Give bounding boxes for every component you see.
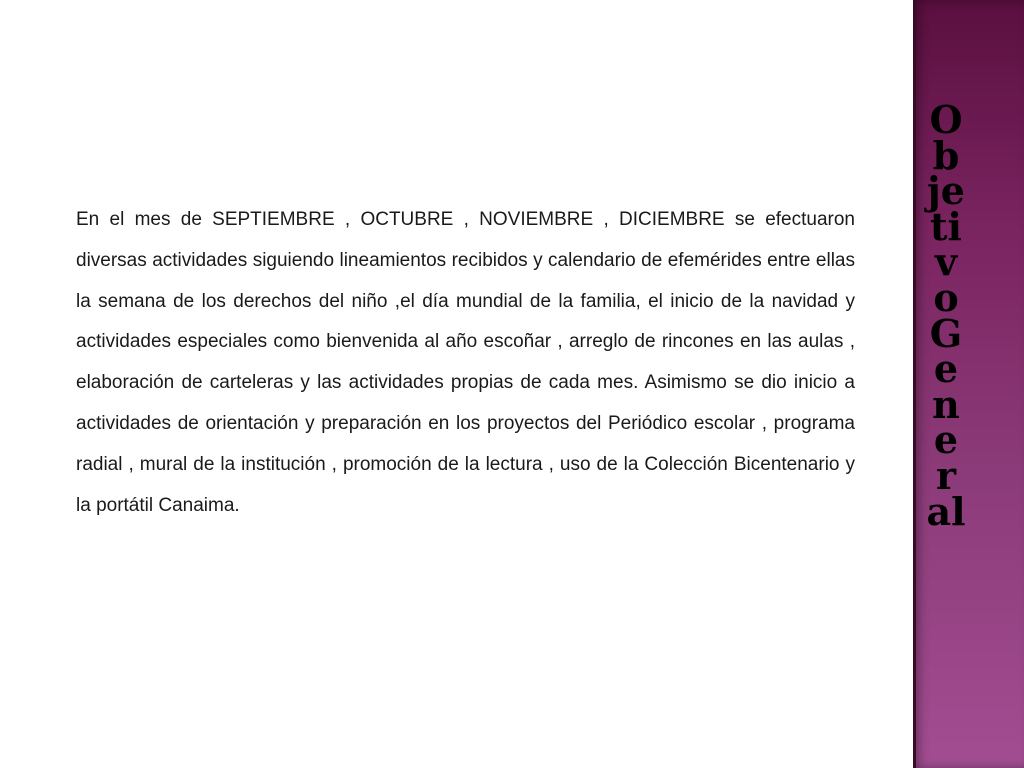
- vertical-title: [926, 97, 1006, 534]
- body-paragraph: En el mes de SEPTIEMBRE , OCTUBRE , NOVIEMBRE , DICIEMBRE se efectuaron diversas actividades siguiendo lineamientos recibidos y calendario de efemérides entre ellas la semana de los derechos del niño ,el día mundial de la familia, el inicio de la navidad y actividades especiales como bienvenida al año escoñar , arreglo de rincones en las aulas , elaboración de carteleras y las actividades propias de cada mes. Asimismo se dio inicio a actividades de orientación y preparación en los proyectos del Periódico escolar , programa radial , mural de la institución , promoción de la lectura , uso de la Colección Bicentenario y la portátil Canaima.: [76, 209, 855, 516]
- vertical-title-text: Objetivo General: [926, 97, 966, 534]
